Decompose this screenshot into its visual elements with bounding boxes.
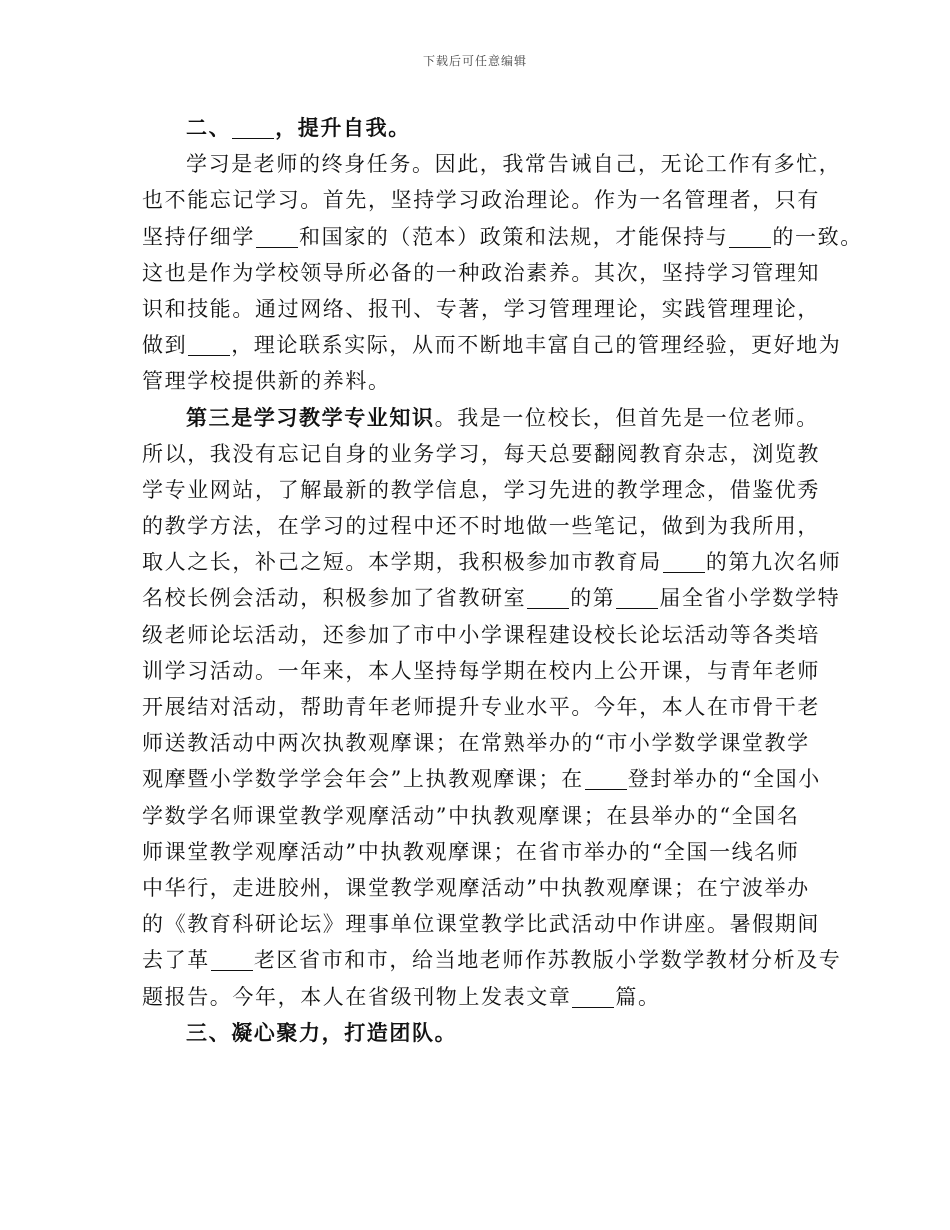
paragraph-line: 师送教活动中两次执教观摩课；在常熟举办的“市小学数学课堂教学 <box>142 731 810 756</box>
blank-underline <box>729 227 771 248</box>
paragraph-line: 学习是老师的终身任务。因此，我常告诫自己，无论工作有多忙， <box>186 152 842 177</box>
paragraph-line: 坚持仔细学 和国家的（范本）政策和法规，才能保持与 的一致。 <box>142 224 863 249</box>
paragraph-line: 所以，我没有忘记自身的业务学习，每天总要翻阅教育杂志，浏览教 <box>142 441 820 466</box>
paragraph-line: 训学习活动。一年来，本人坚持每学期在校内上公开课，与青年老师 <box>142 658 820 683</box>
paragraph-line: 取人之长，补己之短。本学期，我积极参加市教育局 的第九次名师 <box>142 550 842 575</box>
paragraph-line: 师课堂教学观摩活动”中执教观摩课；在省市举办的“全国一线名师 <box>142 839 800 864</box>
section-heading-2 <box>142 110 822 146</box>
blank-underline <box>572 987 614 1008</box>
paragraph-line: 级老师论坛活动，还参加了市中小学课程建设校长论坛活动等各类培 <box>142 622 820 647</box>
bold-lead-text: 第三是学习教学专业知识 <box>186 404 435 430</box>
blank-underline <box>211 950 253 971</box>
blank-underline <box>256 227 298 248</box>
paragraph-line: 学专业网站，了解最新的教学信息，学习先进的教学理念，借鉴优秀 <box>142 477 820 502</box>
paragraph-line: 名校长例会活动，积极参加了省教研室 的第 届全省小学数学特 <box>142 586 841 611</box>
paragraph-line: 开展结对活动，帮助青年老师提升专业水平。今年，本人在市骨干老 <box>142 695 820 719</box>
paragraph-line: 的《教育科研论坛》理事单位课堂教学比武活动中作讲座。暑假期间 <box>142 912 820 937</box>
paragraph-line: 识和技能。通过网络、报刊、专著，学习管理理论，实践管理理论， <box>142 296 820 321</box>
blank-underline <box>527 588 569 609</box>
paragraph-line: 也不能忘记学习。首先，坚持学习政治理论。作为一名管理者，只有 <box>142 188 820 213</box>
paragraph-line: 的教学方法，在学习的过程中还不时地做一些笔记，做到为我所用， <box>142 514 820 539</box>
paragraph-line: 去了革 老区省市和市，给当地老师作苏教版小学数学教材分析及专 <box>142 948 842 973</box>
paragraph-line: 学数学名师课堂教学观摩活动”中执教观摩课；在县举办的“全国名 <box>142 803 800 828</box>
page-header-note: 下载后可任意编辑 <box>422 54 527 68</box>
blank-underline <box>188 335 230 356</box>
paragraph-line: 中华行，走进胶州，课堂教学观摩活动”中执教观摩课；在宁波举办 <box>142 875 810 900</box>
blank-underline <box>585 769 627 790</box>
paragraph-line: 题报告。今年，本人在省级刊物上发表文章 篇。 <box>142 984 661 1009</box>
document-body <box>142 110 863 1051</box>
paragraph-line: 这也是作为学校领导所必备的一种政治素养。其次，坚持学习管理知 <box>142 260 820 285</box>
blank-underline <box>616 588 658 609</box>
paragraph-line: 管理学校提供新的养料。 <box>142 369 391 394</box>
blank-underline <box>663 552 705 573</box>
section-heading-3: 三、凝心聚力，打造团队。 <box>186 1019 458 1045</box>
heading-number: 二、 <box>186 115 232 140</box>
heading-text: ，提升自我。 <box>275 115 411 140</box>
paragraph-line-lead: 第三是学习教学专业知识。我是一位校长，但首先是一位老师。 <box>186 404 819 430</box>
paragraph-line: 做到 ，理论联系实际，从而不断地丰富自己的管理经验，更好地为 <box>142 333 842 358</box>
paragraph-line: 观摩暨小学数学学会年会”上执教观摩课；在 登封举办的“全国小 <box>142 767 821 792</box>
blank-underline <box>232 118 274 139</box>
